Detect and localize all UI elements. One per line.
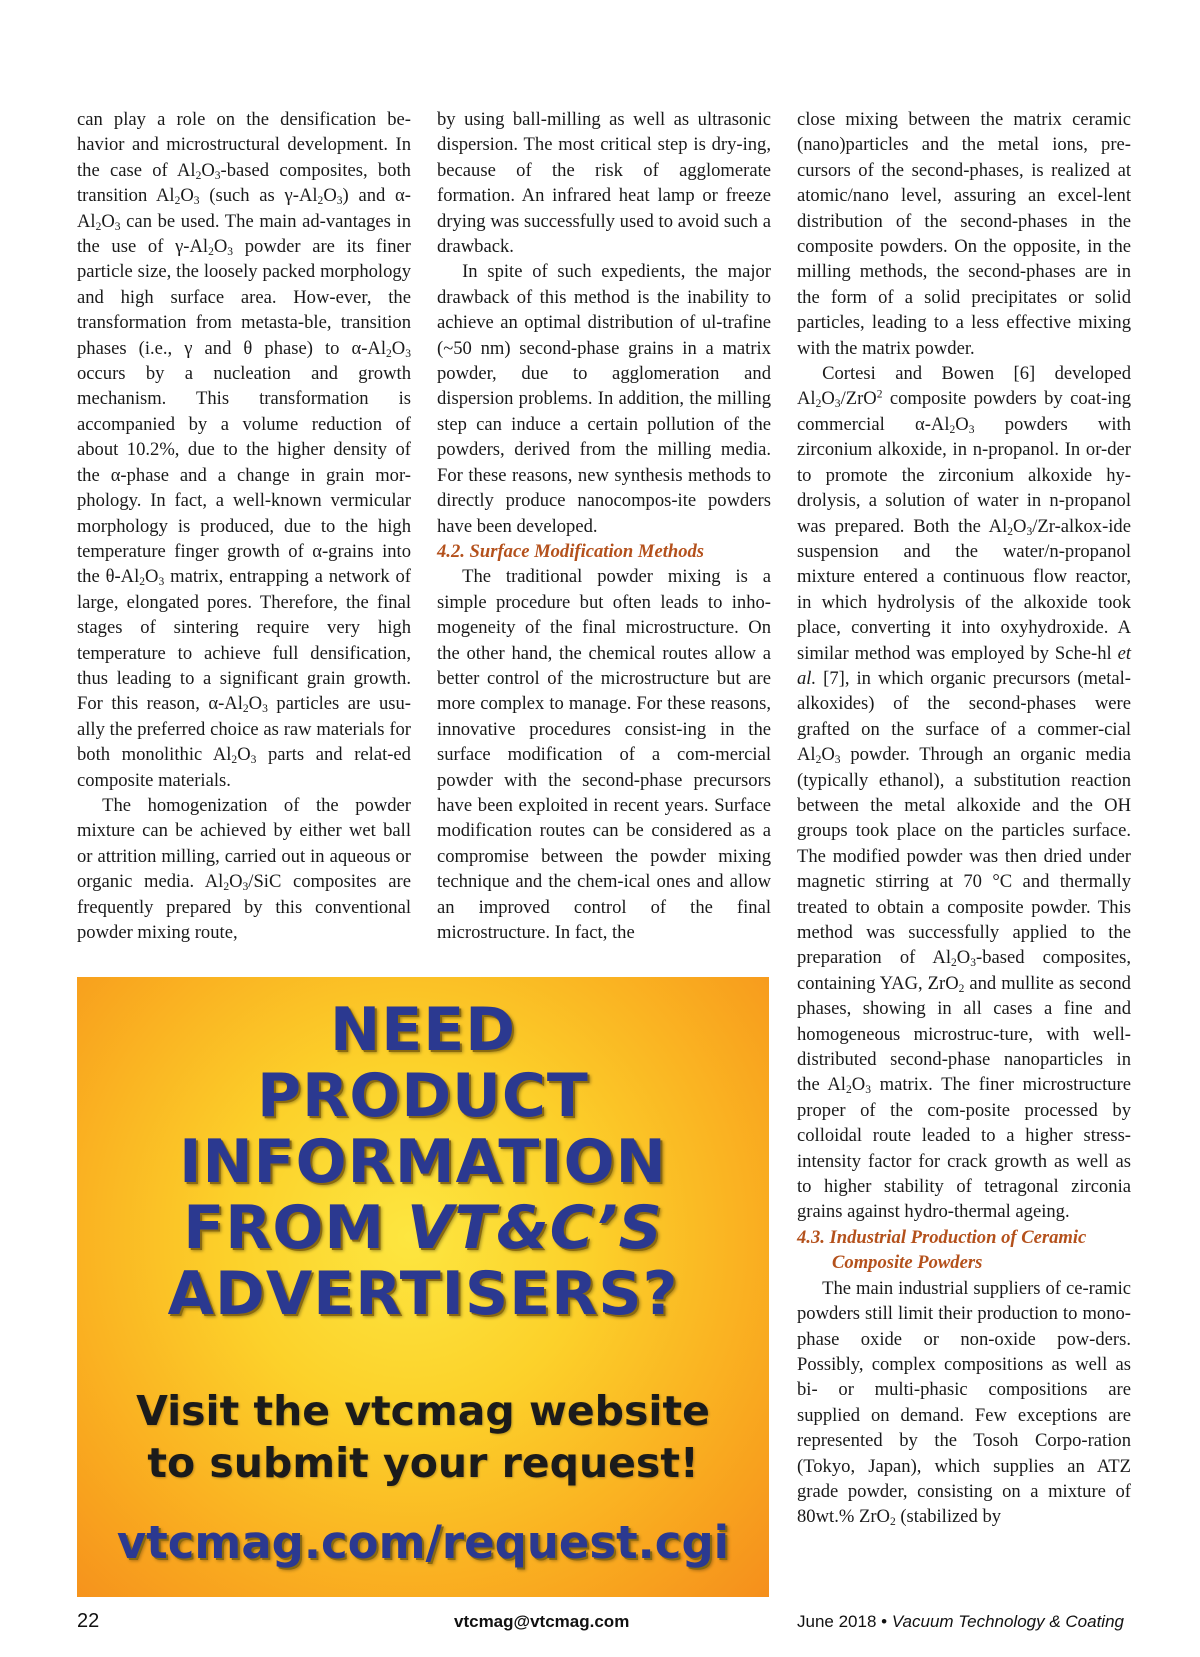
col1-paragraph-1: can play a role on the densification be-havior and microstructural development. In the case of $Al_2O_3$-based composites, both transition $Al_2O_3$ (such as $\gamma-Al_2O_3$) and $\alpha-Al_2O_3$ can be used. The main ad-vantages in the use of $\gamma-Al_2O_3$ powder are its finer particle size, the loosely packed morphology and high surface area. How-ever, the transformation from metasta-ble, transition phases (i.e., γ and θ phase) to $\alpha-Al_2O_3$ occurs by a nucleation and growth mechanism. This transformation is accompanied by a volume reduction of about 10.2%, due to the higher density of the α-phase and a change in grain mor-phology. In fact, a well-known vermicular morphology is produced, due to the high temperature finger growth of α-grains into the $\theta-Al_2O_3$ matrix, entrapping a network of large, elongated pores. Therefore, the final stages of sintering require very high temperature to achieve full densification, thus leading to a significant grain growth. For this reason, $\alpha-Al_2O_3$ particles are usu-ally the preferred choice as raw materials for both monolithic $Al_2O_3$ parts and relat-ed composite materials. [77, 109, 411, 791]
footer-email-link[interactable]: vtcmag@vtcmag.com [454, 1612, 630, 1631]
col2-paragraph-3: The traditional powder mixing is a simple procedure but often leads to inho-mogeneity of the final microstructure. On the other hand, the chemical routes allow a better control of the microstructure but are more complex to manage. For these reasons, innovative procedures consist-ing in the surface modification of a com-mercial powder with the second-phase precursors have been exploited in recent years. Surface modification routes can be considered as a compromise between the powder mixing technique and the chem-ical ones and allow an improved control of the final microstructure. In fact, the [437, 566, 771, 943]
column-3 [797, 107, 1131, 1530]
col2-paragraph-2: In spite of such expedients, the major drawback of this method is the inability to achieve an optimal distribution of ul-trafine (~50 nm) second-phase grains in a matrix powder, due to agglomeration and dispersion problems. In addition, the milling step can induce a certain pollution of the powders, derived from the milling media. For these reasons, new synthesis methods to directly produce nanocompos-ite powders have been developed. [437, 261, 771, 537]
ad-headline: NEED PRODUCT INFORMATION FROM VT&C’S ADVERTISERS? [167, 995, 679, 1329]
col3-paragraph-2: Cortesi and Bowen [6] developed $Al_2O_3/ZrO^2$ composite powders by coat-ing commercial $\alpha-Al_2O_3$ powders with zirconium alkoxide, in n-propanol. In or-der to promote the zirconium alkoxide hy-drolysis, a solution of water in n-propanol was prepared. Both the $Al_2O_3/Zr-alkox$-ide suspension and the water/n-propanol mixture entered a continuous flow reactor, in which hydrolysis of the alkoxide took place, converting it into oxyhydroxide. A similar method was employed by Sche-hl et al. [7], in which organic precursors (metal-alkoxides) of the second-phases were grafted on the surface of a commer-cial $Al_2O_3$ powder. Through an organic media (typically ethanol), a substitution reaction between the metal alkoxide and the OH groups took place on the particles surface. The modified powder was then dried under magnetic stirring at 70 °C and thermally treated to obtain a composite powder. This method was successfully applied to the preparation of $Al_2O_3$-based composites, containing YAG, ZrO$_2$ and mullite as second phases, showing in all cases a fine and homogeneous microstruc-ture, with well-distributed second-phase nanoparticles in the $Al_2O_3$ matrix. The finer microstructure proper of the com-posite processed by colloidal route leaded to a higher stress-intensity factor for crack growth as well as to higher stability of tetragonal zirconia grains against hydro-thermal ageing. [797, 363, 1131, 1223]
ad-url-link[interactable]: vtcmag.com/request.cgi [116, 1516, 730, 1569]
col2-paragraph-1: by using ball-milling as well as ultrasonic dispersion. The most critical step is dry-ing, because of the risk of agglomerate formation. An infrared heat lamp or freeze drying was successfully used to avoid such a drawback. [437, 109, 771, 258]
col3-paragraph-3: The main industrial suppliers of ce-ramic powders still limit their production to mono-phase oxide or non-oxide pow-ders. Possibly, complex compositions as well as bi- or multi-phasic compositions are supplied on demand. Few exceptions are represented by the Tosoh Corpo-ration (Tokyo, Japan), which supplies an ATZ grade powder, consisting on a mixture of 80wt.% ZrO$_2$ (stabilized by [797, 1277, 1131, 1529]
section-heading-4-3: 4.3. Industrial Production of Ceramic Composite Powders [797, 1226, 1087, 1274]
column-2 [437, 107, 771, 945]
footer-issue-info: June 2018 • Vacuum Technology & Coating [797, 1612, 1124, 1631]
section-heading-4-2: 4.2. Surface Modification Methods [437, 540, 705, 562]
col1-paragraph-2: The homogenization of the powder mixture can be achieved by either wet ball or attrition milling, carried out in aqueous or organic media. $Al_2O_3$/SiC composites are frequently prepared by this conventional powder mixing route, [77, 794, 411, 943]
col3-paragraph-1: close mixing between the matrix ceramic (nano)particles and the metal ions, pre-cursors of the second-phases, is realized at atomic/nano level, assuring an excel-lent distribution of the second-phases in the composite powders. On the opposite, in the milling methods, the second-phases are in the form of a solid precipitates or solid particles, leading to a less effective mixing with the matrix powder. [797, 109, 1131, 359]
ad-call-to-action: Visit the vtcmag website to submit your request! [136, 1387, 710, 1487]
column-1 [77, 107, 411, 945]
advertisement-banner[interactable] [77, 977, 769, 1597]
page-number: 22 [77, 1610, 100, 1632]
